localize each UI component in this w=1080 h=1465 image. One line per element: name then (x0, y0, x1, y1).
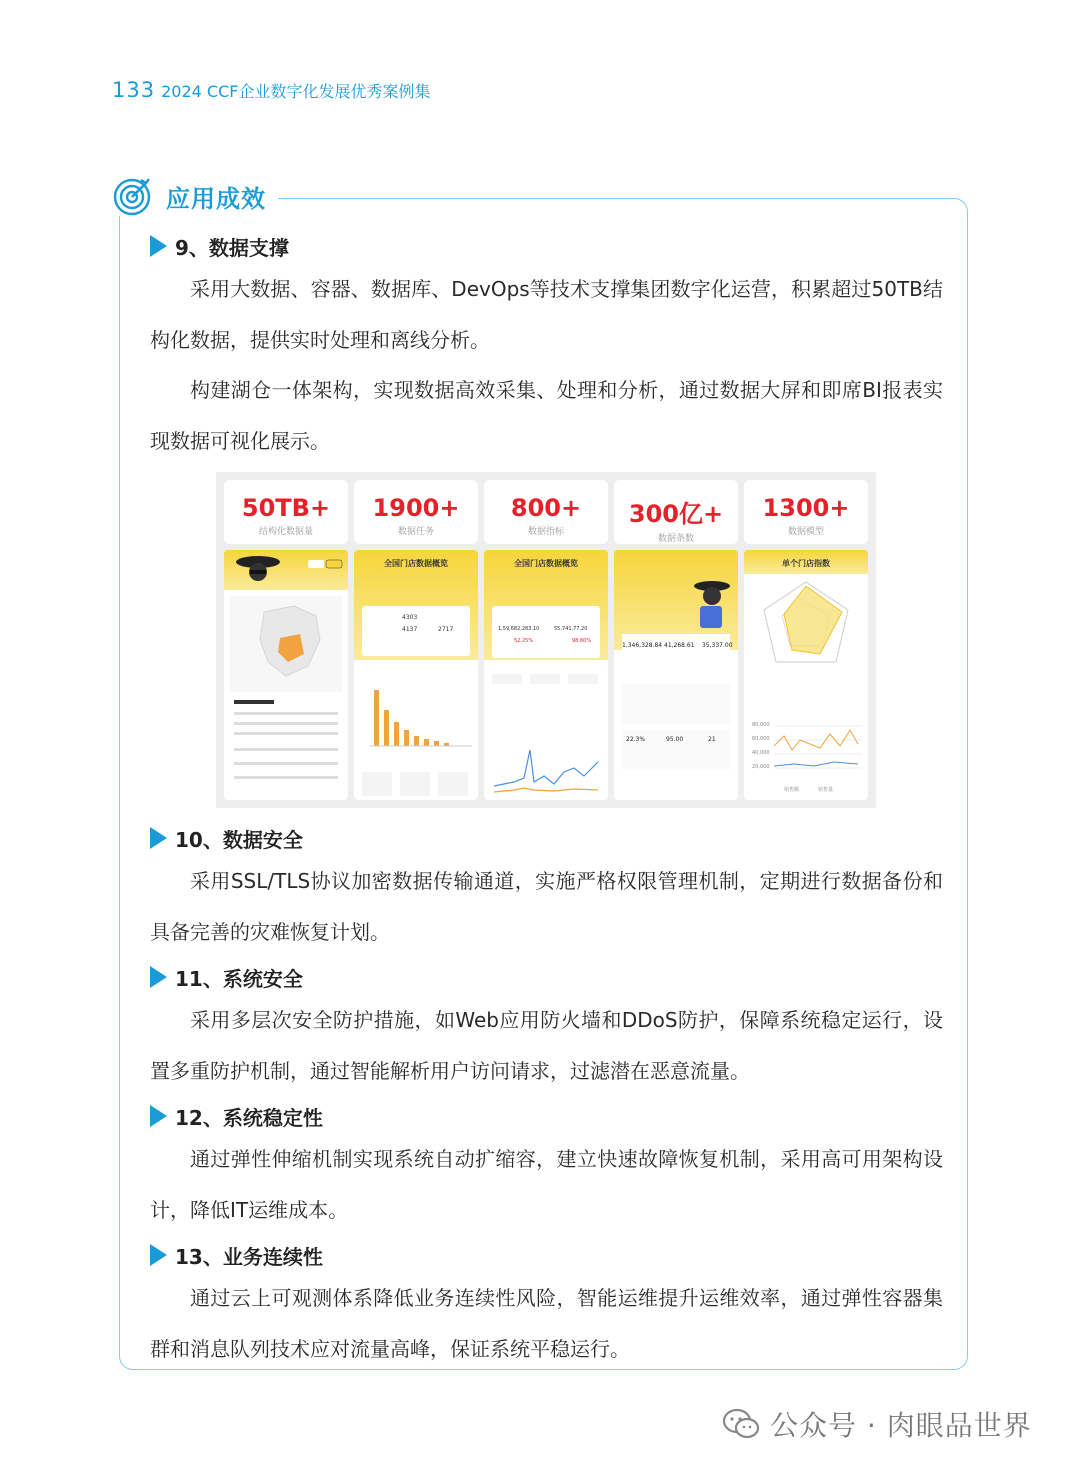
kpi-figure: 95.00 (666, 736, 684, 743)
screen-title: 全国门店数据概览 (514, 559, 578, 568)
subsection-heading (150, 1098, 943, 1134)
stat-card (484, 480, 608, 544)
paragraph: 构建湖仓一体架构，实现数据高效采集、处理和分析，通过数据大屏和即席BI报表实现数据可视化展示。 (150, 378, 943, 453)
mascot-kpi-illustration (614, 550, 738, 800)
subsection-heading (150, 959, 943, 995)
paragraph: 采用SSL/TLS协议加密数据传输通道，实施严格权限管理机制，定期进行数据备份和具备完善的灾难恢复计划。 (150, 869, 943, 944)
screen-title: 全国门店数据概览 (384, 559, 448, 568)
kpi-figure: 2717 (438, 626, 454, 633)
stat-card (744, 480, 868, 544)
axis-label: 60,000 (752, 736, 770, 742)
stat-value: 50TB+ (241, 494, 331, 522)
axis-label: 40,000 (752, 750, 770, 756)
stat-label: 数据条数 (657, 534, 694, 544)
wechat-icon (722, 1408, 760, 1440)
stat-value: 800+ (510, 494, 582, 522)
stat-card (224, 480, 348, 544)
triangle-bullet-icon (150, 827, 167, 849)
kpi-figure: 22.3% (626, 736, 646, 743)
axis-label: 20,000 (752, 764, 770, 770)
legend-label: 销售量 (818, 787, 834, 793)
section-heading (112, 176, 278, 216)
kpi-figure: 4137 (402, 626, 418, 633)
triangle-bullet-icon (150, 1105, 167, 1127)
section-title: 应用成效 (166, 184, 266, 213)
axis-label: 80,000 (752, 722, 770, 728)
book-title: 2024 CCF企业数字化发展优秀案例集 (161, 82, 431, 101)
kpi-figure: 1,59,682,283.10 (498, 626, 540, 632)
subsection-title: 11、系统安全 (175, 966, 303, 991)
triangle-bullet-icon (150, 1244, 167, 1266)
subsection-title: 12、系统稳定性 (175, 1105, 323, 1130)
paragraph: 通过云上可观测体系降低业务连续性风险，智能运维提升运维效率，通过弹性容器集群和消息队列技术应对流量高峰，保证系统平稳运行。 (150, 1286, 943, 1361)
subsection-title: 13、业务连续性 (175, 1244, 323, 1269)
dashboard-screen-overview (354, 550, 478, 800)
kpi-figure: 21 (708, 736, 716, 743)
page-number: 133 (112, 78, 156, 102)
paragraph: 采用多层次安全防护措施，如Web应用防火墙和DDoS防护，保障系统稳定运行，设置多重防护机制，通过智能解析用户访问请求，过滤潜在恶意流量。 (150, 1008, 943, 1083)
screen-title: 单个门店指数 (782, 559, 830, 568)
mascot-map-illustration (224, 550, 348, 800)
subsection-heading (150, 820, 943, 856)
kpi-figure: 41,268.61 (664, 642, 695, 649)
paragraph: 通过弹性伸缩机制实现系统自动扩缩容，建立快速故障恢复机制，采用高可用架构设计，降低IT运维成本。 (150, 1147, 943, 1222)
dashboard-screen-radar (744, 550, 868, 800)
watermark-text: 公众号 · 肉眼品世界 (770, 1409, 1032, 1442)
subsection-heading (150, 1237, 943, 1273)
triangle-bullet-icon (150, 966, 167, 988)
target-icon (112, 176, 152, 216)
legend-label: 销售额 (784, 787, 800, 793)
stat-value: 300亿+ (628, 500, 724, 528)
stat-value: 1900+ (372, 494, 460, 522)
kpi-figure: 4303 (402, 614, 418, 621)
kpi-figure: 98.60% (572, 638, 592, 644)
stat-label: 结构化数据量 (258, 527, 313, 537)
stat-card (614, 480, 738, 544)
kpi-figure: 55,741,77.20 (554, 626, 588, 632)
stat-label: 数据任务 (397, 527, 434, 537)
page-header (112, 78, 430, 102)
dashboard-screen-sales (484, 550, 608, 800)
kpi-figure: 1,346,328.84 (622, 642, 663, 649)
dashboard-figure (216, 472, 876, 808)
subsection-heading (150, 228, 943, 264)
stat-label: 数据指标 (527, 527, 564, 537)
dashboard-screen-map (224, 550, 348, 800)
dashboard-screen-kpi (614, 550, 738, 800)
paragraph: 采用大数据、容器、数据库、DevOps等技术支撑集团数字化运营，积累超过50TB结构化数据，提供实时处理和离线分析。 (150, 277, 943, 352)
kpi-figure: 35,337.00 (702, 642, 733, 649)
triangle-bullet-icon (150, 235, 167, 257)
line-chart-mini (484, 550, 608, 800)
kpi-figure: 52.25% (514, 638, 534, 644)
stat-value: 1300+ (762, 494, 850, 522)
section-content (150, 226, 943, 1374)
subsection-title: 10、数据安全 (175, 827, 303, 852)
radar-line-chart-mini (744, 550, 868, 800)
watermark (722, 1404, 1032, 1444)
subsection-title: 9、数据支撑 (175, 235, 289, 260)
stat-label: 数据模型 (787, 527, 824, 537)
bar-chart-mini (354, 550, 478, 800)
stat-card (354, 480, 478, 544)
